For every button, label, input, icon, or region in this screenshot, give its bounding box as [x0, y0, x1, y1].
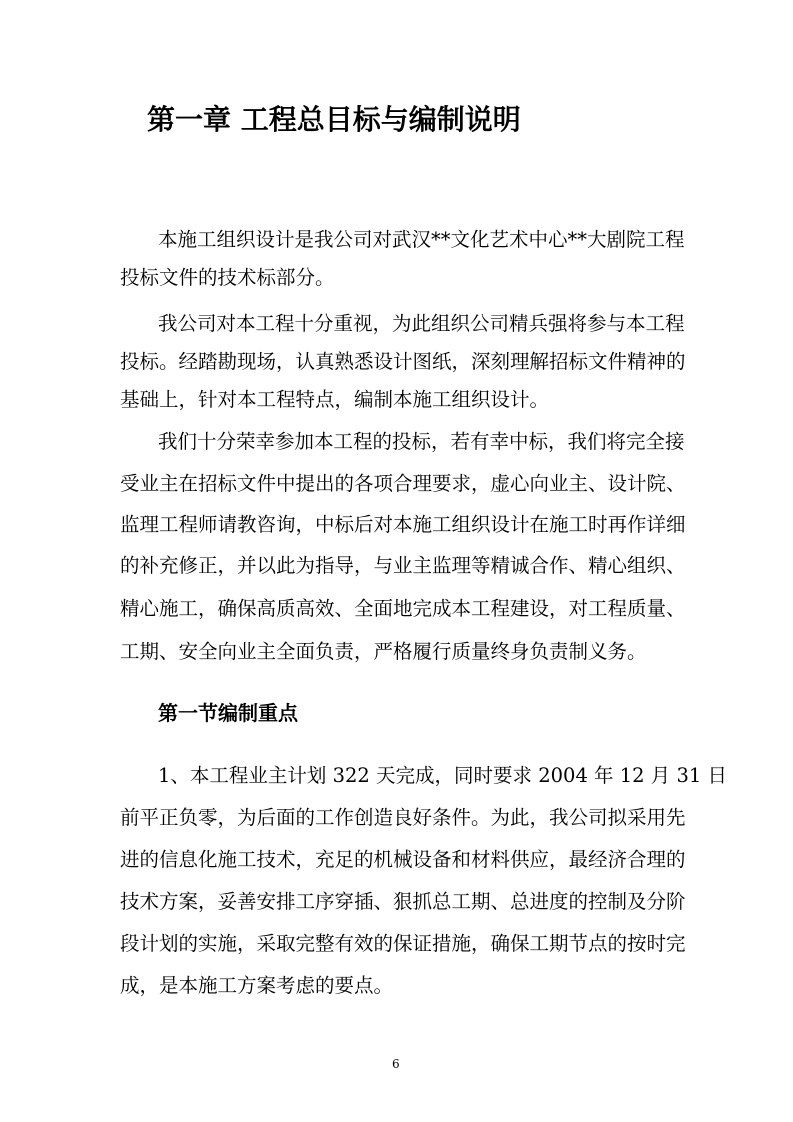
paragraph-line: 我公司对本工程十分重视，为此组织公司精兵强将参与本工程: [158, 312, 685, 335]
paragraph-line: 前平正负零，为后面的工作创造良好条件。为此，我公司拟采用先: [120, 806, 686, 829]
paragraph-line: 我们十分荣幸参加本工程的投标，若有幸中标，我们将完全接: [158, 430, 685, 453]
paragraph-line: 精心施工，确保高质高效、全面地完成本工程建设，对工程质量、: [120, 597, 686, 620]
paragraph-line: 本施工组织设计是我公司对武汉**文化艺术中心**大剧院工程: [158, 228, 685, 251]
chapter-title: 第一章 工程总目标与编制说明: [147, 103, 521, 136]
paragraph-line: 1、本工程业主计划 322 天完成，同时要求 2004 年 12 月 31 日: [158, 764, 727, 787]
paragraph-line: 技术方案，妥善安排工序穿插、狠抓总工期、总进度的控制及分阶: [120, 890, 686, 913]
section-heading: 第一节编制重点: [158, 701, 298, 725]
paragraph-line: 工期、安全向业主全面负责，严格履行质量终身负责制义务。: [120, 640, 647, 663]
paragraph-line: 段计划的实施，采取完整有效的保证措施，确保工期节点的按时完: [120, 932, 686, 955]
paragraph-line: 投标。经踏勘现场，认真熟悉设计图纸，深刻理解招标文件精神的: [120, 350, 686, 373]
page-number: 6: [392, 1057, 400, 1071]
paragraph-line: 成，是本施工方案考虑的要点。: [120, 974, 394, 997]
paragraph-line: 的补充修正，并以此为指导，与业主监理等精诚合作、精心组织、: [120, 554, 686, 577]
paragraph-line: 投标文件的技术标部分。: [120, 266, 335, 289]
paragraph-line: 受业主在招标文件中提出的各项合理要求，虚心向业主、设计院、: [120, 472, 686, 495]
paragraph-line: 基础上，针对本工程特点，编制本施工组织设计。: [120, 388, 550, 411]
paragraph-line: 监理工程师请教咨询，中标后对本施工组织设计在施工时再作详细: [120, 513, 686, 536]
paragraph-line: 进的信息化施工技术，充足的机械设备和材料供应，最经济合理的: [120, 848, 686, 871]
